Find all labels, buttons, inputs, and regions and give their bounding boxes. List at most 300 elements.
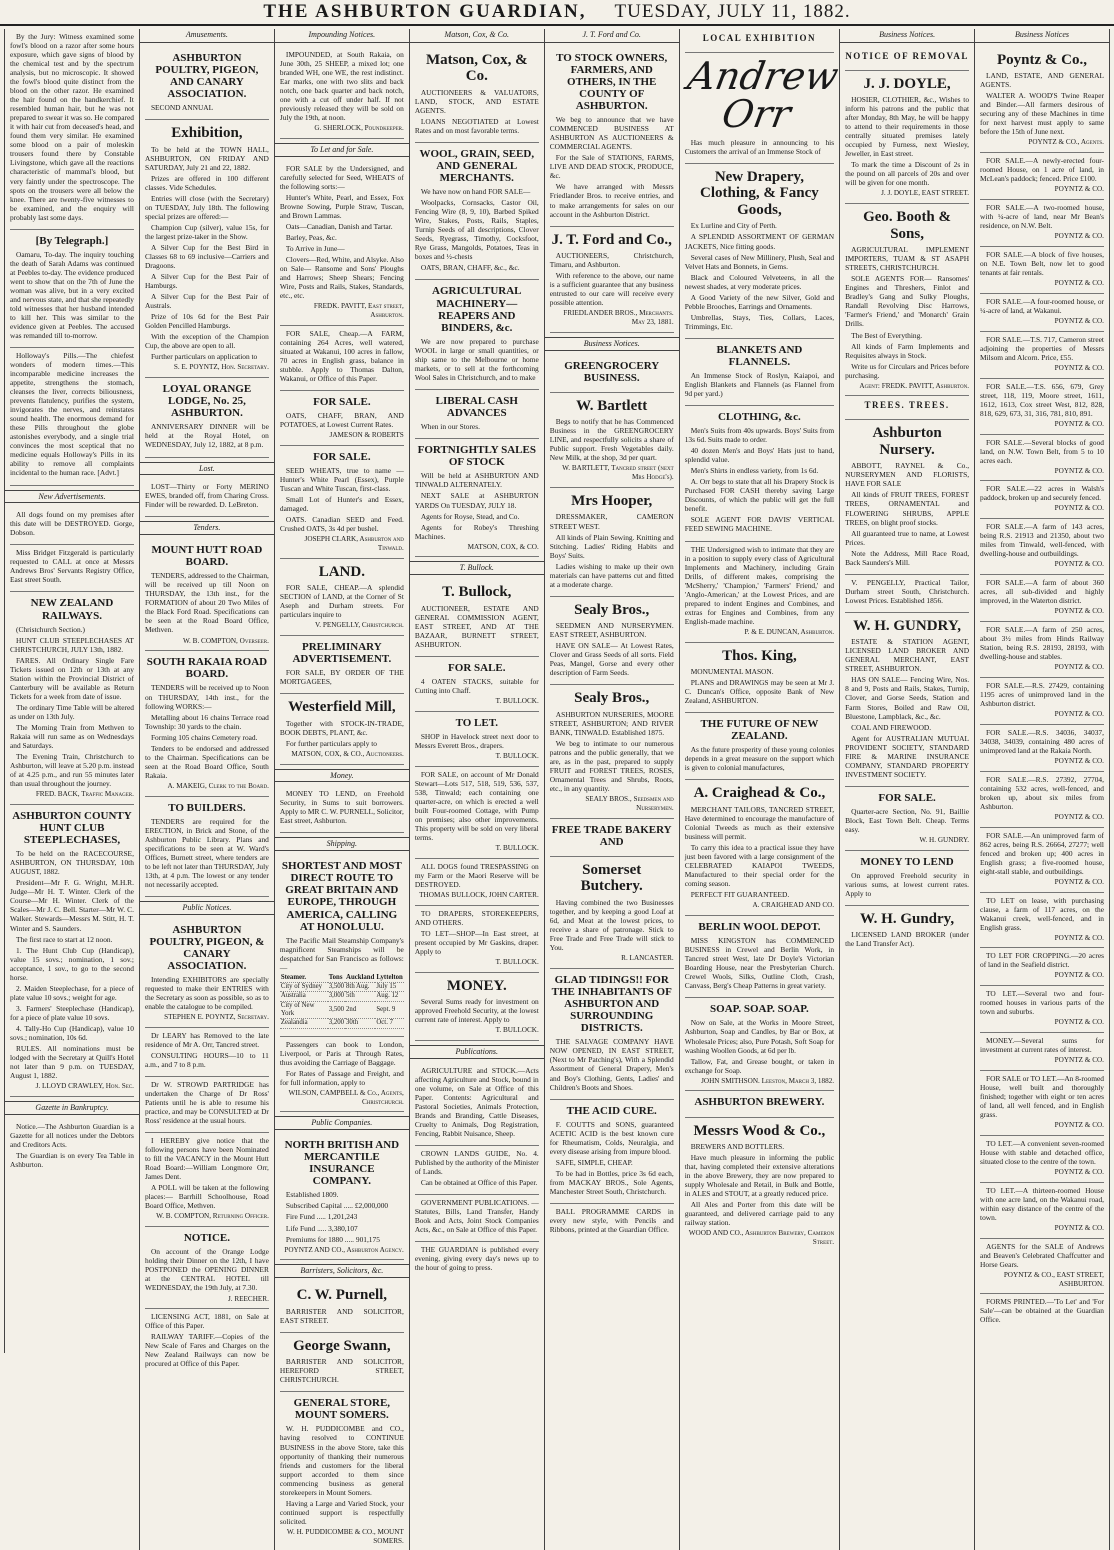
ad-title: GENERAL STORE, MOUNT SOMERS. xyxy=(293,1397,391,1422)
sailing-cell: Lyttelton xyxy=(376,973,403,981)
ad-paragraph: Agents for Robey's Threshing Machines. xyxy=(414,522,539,541)
ad-title: LAND. xyxy=(318,563,365,580)
ad-paragraph: LOST—Thirty or Forty MERINO EWES, branded off, from Charing Cross. Finder will be rewarded. D. LeBreton. xyxy=(144,482,269,510)
ad-title: FORTNIGHTLY SALES OF STOCK xyxy=(417,444,536,469)
advertisement xyxy=(415,712,539,767)
ad-body xyxy=(980,775,1104,811)
ad-body xyxy=(415,422,539,431)
ad-body xyxy=(980,1242,1104,1269)
advertisement xyxy=(550,857,674,969)
ad-paragraph: All kinds of Plain Sewing. Knitting and Stitching. Ladies' Riding Habits and Boys' Suits. xyxy=(549,532,674,560)
column-heading: J. T. Ford and Co. xyxy=(545,29,679,43)
advertisement xyxy=(280,1282,404,1333)
advertisement xyxy=(145,479,269,517)
ad-signoff: FREDK. PAVITT, East street, Ashburton. xyxy=(313,301,404,319)
ad-body xyxy=(845,871,969,898)
ad-paragraph: Further particulars on application to xyxy=(150,352,258,362)
ad-title: THE ACID CURE. xyxy=(566,1104,657,1117)
ad-body xyxy=(415,1198,539,1234)
issue-date: TUESDAY, JULY 11, 1882. xyxy=(614,1,851,22)
ad-body xyxy=(550,1120,674,1196)
sailing-table xyxy=(280,974,404,1029)
advertisement xyxy=(980,519,1104,575)
ad-paragraph: FOR SALE.—A farm of 250 acres, about 3½ miles from Hinds Railway Station, being R.S. 28193, 28193, with dwelling-house and stables. xyxy=(980,625,1104,662)
section-heading: New Advertisements. xyxy=(5,490,139,504)
ad-paragraph: On account of the Orange Lodge holding their Dinner on the 12th, I have POSTPONED the OPENING DINNER at the CENTRAL HOTEL till WEDNESDAY, the 19th July, at 7.30. xyxy=(144,1247,269,1293)
ad-paragraph: Ex Lurline and City of Perth. xyxy=(690,221,777,231)
advertisement xyxy=(415,1242,539,1279)
ad-paragraph: For Rates of Passage and Freight, and for full information, apply to xyxy=(279,1068,404,1087)
advertisement xyxy=(685,916,834,998)
ad-paragraph: Intending EXHIBITORS are specially requested to make their ENTRIES with the Secretary as soon as possible, so as to enable the catalogue to be compiled. xyxy=(144,975,269,1012)
advertisement xyxy=(280,1134,404,1260)
advertisement xyxy=(550,227,674,333)
ad-title: NOTICE. xyxy=(183,1232,230,1245)
advertisement xyxy=(980,828,1104,893)
ad-paragraph: A POLL will be taken at the following places:— Barrhill Schoolhouse, Road Board Office, Methven. xyxy=(144,1183,269,1211)
advertisement xyxy=(980,1071,1104,1136)
ad-paragraph: FOR SALE.—An unimproved farm of 862 acres, being R.S. 26664, 27277; well fenced and broken up; 400 acres in English grass; a five-roomed house, eight-stall stable, and outbuildings. xyxy=(980,830,1104,876)
advertisement xyxy=(685,339,834,406)
ad-paragraph: CONSULTING HOURS—10 to 11 a.m., and 7 to 8 p.m. xyxy=(144,1051,269,1070)
ad-body xyxy=(280,1190,404,1243)
column-heading: Impounding Notices. xyxy=(275,29,409,43)
ad-paragraph: AGENTS for the SALE of Andrews and Beaven's Celebrated Chaffcutter and Horse Gears. xyxy=(980,1241,1104,1269)
section-heading: Public Notices. xyxy=(140,901,274,915)
ad-paragraph: TO LET.—A thirteen-roomed House with one acre land, on the Wakanui road, within easy distance of the centre of the town. xyxy=(980,1185,1104,1222)
advertisement xyxy=(10,348,134,485)
ad-paragraph: 40 dozen Men's and Boys' Hats just to hand, splendid value. xyxy=(684,446,835,465)
ad-signoff: W. B. COMPTON, Returning Officer. xyxy=(156,1212,269,1221)
ad-title: J. J. DOYLE, xyxy=(863,75,951,92)
newspaper-name: THE ASHBURTON GUARDIAN, xyxy=(263,1,587,22)
ad-paragraph: Life Fund ..... 3,380,107 xyxy=(285,1223,358,1233)
advertisement xyxy=(550,47,674,227)
ad-title: SOAP. SOAP. SOAP. xyxy=(710,1003,809,1016)
ad-title: Exhibition, xyxy=(171,125,243,142)
section-heading: Money. xyxy=(275,769,409,783)
ad-title: W. H. GUNDRY, xyxy=(853,617,962,634)
ad-paragraph: FOR SALE, on account of Mr Donald Stewart—Lots 517, 518, 519, 536, 537, 538, Tinwald; each containing one quarter-acre, on which is erected a well built Four-roomed Cottage, with Pump on premises; also other improvements. This property will be sold on very liberal terms. xyxy=(414,769,539,842)
ad-signoff: POYNTZ & CO. xyxy=(1054,316,1104,325)
ad-paragraph: OATS, BRAN, CHAFF, &c., &c. xyxy=(420,263,520,273)
advertisement xyxy=(415,47,539,143)
advertisement xyxy=(980,1136,1104,1183)
ad-body xyxy=(845,461,969,566)
sailing-row xyxy=(280,974,404,983)
ad-signoff: S. E. POYNTZ, Hon. Secretary. xyxy=(173,363,269,372)
advertisement xyxy=(280,446,404,559)
column-heading: Amusements. xyxy=(140,29,274,43)
ad-paragraph: DRESSMAKER, CAMERON STREET WEST. xyxy=(549,512,674,531)
ad-paragraph: 3. Farmers' Steeplechase (Handicap), for a piece of plate value 10 sovs. xyxy=(10,1003,134,1022)
ad-paragraph: By the Jury: Witness examined some fowl's blood on a razor after some hours exposure, which gave signs of blood by the chemical test and by the spectrum analysis, but no microscopic. It showed the fowl's blood quite distinct from the blood on the other razor. He examined the hair found on the handkerchief. It resembled human hair, but he was not prepared to swear it was so. He compared it with hair cut from deceased's head, and found them very similar. He examined some blood on a pair of moleskin trousers found there by Constable Livingstone, which gave all the reactions characteristic of mammal's blood, but very faintly under the spectroscope. The spots on the trousers were all below the knee. There are twenty-five witnesses to be examined, and the enquiry will probably last some days. xyxy=(10,32,134,222)
ad-body xyxy=(145,571,269,634)
ad-signoff: FRIEDLANDER BROS., Merchants. May 23, 1881. xyxy=(563,309,674,327)
ad-paragraph: W. H. PUDDICOMBE and CO., having resolved to CONTINUE BUSINESS in the above Store, take this opportunity of thanking their numerous friends and customers for the liberal support accorded to them since commencing business as general storekeepers in Mount Somers. xyxy=(279,1424,404,1497)
ad-paragraph: OATS, CHAFF, BRAN, AND POTATOES, at Lowest Current Rates. xyxy=(279,410,404,429)
ad-body xyxy=(145,975,269,1011)
ad-signoff: POYNTZ & CO. xyxy=(1054,756,1104,765)
ad-body xyxy=(145,683,269,779)
section-heading: Shipping. xyxy=(275,837,409,851)
advertisement xyxy=(980,47,1104,154)
ad-body xyxy=(980,625,1104,661)
sailing-row xyxy=(280,992,404,1001)
ad-signoff: W. H. PUDDICOMBE & CO., MOUNT SOMERS. xyxy=(286,1527,404,1545)
sailing-cell: 3,500 xyxy=(328,1001,345,1019)
ad-paragraph: Metalling about 16 chains Terrace road Township: 30 yards to the chain. xyxy=(144,712,269,731)
ad-title: LOCAL EXHIBITION xyxy=(702,33,817,43)
ad-paragraph: Clovers—Red, White, and Alsyke. Also on Sale— Ransome and Sons' Ploughs and Harrows; Sheep Shears; Fencing Wire, Posts and Rails, Stakes, Standards, etc., etc. xyxy=(279,254,404,300)
ad-body xyxy=(980,1139,1104,1166)
ad-paragraph: The Evening Train, Christchurch to Ashburton, will leave at 5.20 p.m. instead of at 4.25 p.m., and run 55 minutes later than usual throughout the journey. xyxy=(10,752,134,789)
advertisement xyxy=(10,1119,134,1176)
ad-paragraph: A Silver Cup for the Best Bird in Classes 68 to 69 inclusive—Carriers and Dragoons. xyxy=(144,242,269,271)
ad-signoff: G. SHERLOCK, Poundkeeper. xyxy=(314,124,404,132)
ad-body xyxy=(10,1122,134,1169)
ad-signoff: R. LANCASTER. xyxy=(621,954,674,963)
ad-body xyxy=(685,1018,834,1074)
ad-signoff: POYNTZ & CO. xyxy=(1054,279,1104,288)
ad-paragraph: BREWERS AND BOTTLERS. xyxy=(690,1142,785,1152)
ad-paragraph: AGRICULTURAL IMPLEMENT IMPORTERS, TUAM & ST ASAPH STREETS, CHRISTCHURCH. xyxy=(845,245,970,273)
ad-body xyxy=(980,438,1104,465)
advertisement xyxy=(415,390,539,439)
ad-paragraph: AUCTIONEER, ESTATE AND GENERAL COMMISSION AGENT, EAST STREET, AND AT THE BAZAAR, BURNETT STREET, ASHBURTON. xyxy=(414,603,539,649)
advertisement xyxy=(980,1033,1104,1071)
ad-signoff: SEALY BROS., Seedsmen and Nurserymen. xyxy=(585,795,674,812)
ad-body xyxy=(145,1312,269,1368)
advertisement xyxy=(415,657,539,712)
ad-body xyxy=(980,1074,1104,1119)
advertisement xyxy=(415,1063,539,1146)
ad-paragraph: FOR SALE, CHEAP.—A splendid SECTION of LAND, at the Corner of St Aseph and Durham streets. For particulars inquire to xyxy=(279,583,404,620)
column-1 xyxy=(5,29,140,1550)
ad-body xyxy=(685,221,834,330)
ad-title: Westerfield Mill, xyxy=(288,699,396,716)
ad-body xyxy=(550,251,674,307)
ad-paragraph: FORMS PRINTED.—'To Let' and 'For Sale'—can be obtained at the Guardian Office. xyxy=(980,1297,1104,1325)
ad-paragraph: SEED WHEATS, true to name — Hunter's White Pearl (Essex), Purple Tuscan and White Tuscan, first-class. xyxy=(279,465,404,493)
ad-signoff: POYNTZ & CO., Agents. xyxy=(1028,138,1104,147)
advertisement xyxy=(10,507,134,545)
ad-paragraph: ASHBURTON NURSERIES, MOORE STREET, ASHBURTON; AND RIVER BANK, TINWALD. Established 1875. xyxy=(549,709,674,737)
ad-body xyxy=(415,1245,539,1272)
column-4 xyxy=(410,29,545,1550)
advertisement xyxy=(980,153,1104,200)
ad-signoff: POYNTZ & CO. xyxy=(1054,419,1104,428)
ad-paragraph: FARES. All Ordinary Single Fare Tickets issued on 12th or 13th at any Station within the Provincial District of Canterbury will be available as Return Tickets for a week from date of issue. xyxy=(10,655,134,701)
ad-paragraph: We are now prepared to purchase WOOL in large or small quantities, or ship same to the Melbourne or home markets, or to sell at the forthcoming Wool Sales in Christchurch, and to make xyxy=(414,336,539,382)
ad-signoff: MATSON, COX, & CO., Auctioneers. xyxy=(291,749,404,758)
ad-paragraph: MONEY.—Several sums for investment at current rates of interest. xyxy=(980,1036,1104,1055)
advertisement xyxy=(685,780,834,916)
advertisement xyxy=(550,393,674,488)
column-2 xyxy=(140,29,275,1550)
ad-paragraph: President—Mr F. G. Wright, M.H.R. Judge—Mr H. T. Winter. Clerk of the Course—Mr H. Winter. Clerk of the Scales—Mr J. C. Bell. Starter—Mr W. C. Walker. Stewards—Messrs M. Stitt, H. T. Winter and S. Saunders. xyxy=(10,878,134,933)
advertisement xyxy=(980,948,1104,986)
ad-body xyxy=(415,471,539,540)
ad-body xyxy=(685,936,834,990)
ad-body xyxy=(280,789,404,825)
ad-paragraph: Subscribed Capital ..... £2,000,000 xyxy=(285,1201,389,1211)
ad-signoff: POYNTZ & CO. xyxy=(1054,1018,1104,1027)
ad-paragraph: Can be obtained at Office of this Paper. xyxy=(420,1178,538,1187)
advertisement xyxy=(685,406,834,541)
ad-title: George Swann, xyxy=(293,1337,391,1354)
ad-paragraph: HAVE ON SALE— At Lowest Rates, Clover and Grass Seeds of all sorts. Field Peas, Mangel, Gorse and every other description of Farm Seeds. xyxy=(549,641,674,678)
ad-paragraph: PERFECT FIT GUARANTEED. xyxy=(690,890,790,900)
ad-body xyxy=(980,951,1104,969)
ad-paragraph: Forming 105 chains Cemetery road. xyxy=(150,732,258,742)
advertisement xyxy=(10,230,134,348)
ad-paragraph: A. Orr begs to state that all his Drapery Stock is Purchased FOR CASH thereby saving Large Discounts, of which the public will get the full benefit. xyxy=(684,477,835,514)
ad-paragraph: The ordinary Time Table will be altered as under on 13th July. xyxy=(10,702,134,721)
ad-paragraph: ALL DOGS found TRESPASSING on my Farm or the Maori Reserve will be DESTROYED. xyxy=(414,861,539,889)
advertisement xyxy=(845,613,969,787)
ad-signoff: P. & E. DUNCAN, Ashburton. xyxy=(744,627,835,636)
ad-paragraph: BARRISTER AND SOLICITOR, HEREFORD STREET, CHRISTCHURCH. xyxy=(279,1357,404,1385)
ad-paragraph: SOLE AGENT FOR DAVIS' VERTICAL FEED SEWING MACHINE. xyxy=(684,515,835,534)
ad-title: TREES. TREES. xyxy=(864,400,950,411)
ad-paragraph: I HEREBY give notice that the following persons have been Nominated to fill the VACANCY in the Mount Hutt Road Board:—William Longmore Orr, James Dent. xyxy=(144,1136,269,1182)
ad-paragraph: MONEY TO LEND, on Freehold Security, in Sums to suit borrowers. Apply to MR C. W. PURNELL, Solicitor, East street, Ashburton. xyxy=(279,789,404,826)
ad-body xyxy=(280,936,404,972)
advertisement xyxy=(280,855,404,1036)
ad-body xyxy=(280,583,404,619)
ad-paragraph: Has much pleasure in announcing to his Customers the arrival of an Immense Stock of xyxy=(684,137,835,156)
ad-title: Ashburton Nursery. xyxy=(872,425,942,458)
ad-title: ASHBURTON POULTRY, PIGEON, AND CANARY ASSOCIATION. xyxy=(155,51,259,101)
ad-body xyxy=(145,817,269,889)
ad-signoff: T. BULLOCK. xyxy=(495,751,539,760)
ad-paragraph: Dr W. STROWD PARTRIDGE has undertaken the Charge of Dr Ross' Patients until he is able to resume his practice, and may be CONSULTED at Dr Ross' residence at the usual hours. xyxy=(144,1080,269,1126)
ad-paragraph: HAS ON SALE— Fencing Wire, Nos. 8 and 9, Posts and Rails, Stakes, Turnip, Clover, and Gorse Seeds, Station and Farm Stores, Boiled and Raw Oil, Bluestone, Lampblack, &c., &c. xyxy=(845,675,970,721)
ad-body xyxy=(280,164,404,300)
ad-title: FOR SALE. xyxy=(313,395,371,408)
ad-paragraph: Oamaru, To-day. The inquiry touching the death of Sarah Adams was continued at Peebles to-day. The evidence produced went to show that on the 7th of June the woman was alive, but in a very excited and nervous state, and that she repeatedly told witnesses that her husband intended to kill her. This was similar to the evidence given at Peebles. The accused was remanded till to-morrow. xyxy=(10,249,134,341)
ad-signoff: POYNTZ & CO. xyxy=(1054,607,1104,616)
advertisement xyxy=(980,1294,1104,1331)
advertisement xyxy=(980,893,1104,949)
sailing-cell: Steamer. xyxy=(280,974,328,983)
sailing-cell: Auckland xyxy=(346,973,375,981)
ad-body xyxy=(415,187,539,272)
ad-paragraph: The Best of Everything. xyxy=(851,330,923,340)
ad-title: ASHBURTON BREWERY. xyxy=(694,1096,825,1109)
ad-signoff: T. BULLOCK. xyxy=(495,696,539,705)
ad-paragraph: TO LET FOR CROPPING.—20 acres of land in the Seafield district. xyxy=(980,951,1104,970)
ad-paragraph: SECOND ANNUAL xyxy=(150,103,214,113)
ad-title: [By Telegraph.] xyxy=(35,234,109,247)
ad-paragraph: Notice.—The Ashburton Guardian is a Gazette for all notices under the Debtors and Creditors Acts. xyxy=(10,1121,134,1149)
ad-body xyxy=(280,668,404,686)
advertisement xyxy=(145,919,269,1028)
ad-signoff: POYNTZ & CO. xyxy=(1054,363,1104,372)
ad-title: LIBERAL CASH ADVANCES xyxy=(435,395,518,420)
sailing-cell: City of Sydney xyxy=(280,983,328,992)
advertisement xyxy=(980,332,1104,379)
advertisement xyxy=(845,420,969,574)
ad-paragraph: Now on Sale, at the Works in Moore Street, Ashburton, Soap and Candles, by Bar or Box, at Wholesale Prices; also, Pure Potash, Soft Soap for washing Woollen Goods, at 6d per lb. xyxy=(684,1018,835,1055)
section-heading: Tenders. xyxy=(140,521,274,535)
ad-signoff: FRED. BACK, Traffic Manager. xyxy=(35,790,134,799)
ad-signoff: J. REECHER. xyxy=(227,1294,269,1303)
advertisement xyxy=(685,643,834,714)
ad-body xyxy=(980,1186,1104,1222)
ad-paragraph: FOR SALE.—A two-roomed house, with ¼-acre of land, near Mr Bean's residence, on N.W. Belt. xyxy=(980,203,1104,231)
ad-body xyxy=(280,411,404,429)
ad-paragraph: MONUMENTAL MASON. xyxy=(690,667,774,677)
ad-body xyxy=(145,482,269,509)
advertisement xyxy=(980,481,1104,519)
ad-signoff: W. H. GUNDRY. xyxy=(919,835,970,844)
ad-body xyxy=(280,1040,404,1087)
ad-paragraph: FOR SALE, BY ORDER OF THE MORTGAGEES, xyxy=(279,668,404,687)
ad-signoff: POYNTZ & CO., EAST STREET, ASHBURTON. xyxy=(1003,1270,1104,1288)
ad-paragraph: We beg to intimate to our numerous patrons and the public generally, that we are, as in the past, prepared to supply FRUIT and FOREST TREES, ROSES, Ornamental Trees and Shrubs, Roots, etc., in any quantity. xyxy=(549,739,674,794)
ad-paragraph: An Immense Stock of Roslyn, Kaiapoi, and English Blankets and Flannels (as Flannel from 9d per yard.) xyxy=(684,370,835,399)
ad-signoff: J. LLOYD CRAWLEY, Hon. Sec. xyxy=(35,1082,134,1090)
advertisement xyxy=(550,969,674,1100)
ad-title: LOYAL ORANGE LODGE, No. 25, ASHBURTON. xyxy=(162,383,252,420)
ad-paragraph: Premiums for 1880 ..... 901,175 xyxy=(285,1234,380,1244)
sailing-cell: 3,200 xyxy=(328,1019,345,1027)
advertisement xyxy=(550,488,674,597)
sailing-cell: Tons xyxy=(328,974,345,983)
advertisement xyxy=(550,819,674,857)
ad-signoff: V. PENGELLY, Christchurch. xyxy=(315,621,404,630)
section-heading: Publications. xyxy=(410,1045,544,1059)
ad-body xyxy=(845,807,969,834)
advertisement xyxy=(10,29,134,230)
ad-paragraph: THE Undersigned wish to intimate that they are in a position to supply every class of Agricultural Implements and Machinery, including Grain Drills, of different makes, comprising the 'McSherry,' 'Champion,' 'Farmers' Friend,' and 'Anglo-American,' at the Lowest Prices, and are prepared to indent Engines and Combines, and extras for Engines and Combines, from any English-made machine. xyxy=(684,544,835,626)
ad-paragraph: THE SALVAGE COMPANY HAVE NOW OPENED, IN EAST STREET, (Next to Mr Patching's), With a Splendid Assortment of General Drapery, Men's and Boy's Clothing, Gents, Ladies' and Children's Boots and Shoes. xyxy=(549,1037,674,1092)
ad-body xyxy=(845,245,969,379)
advertisement xyxy=(980,1239,1104,1295)
sailing-cell: July 15 xyxy=(375,983,403,992)
section-heading: Barristers, Solicitors, &c. xyxy=(275,1264,409,1278)
advertisement xyxy=(980,772,1104,828)
ad-paragraph: Established 1809. xyxy=(285,1190,339,1200)
ad-paragraph: TENDERS will be received up to Noon on THURSDAY, 14th inst., for the following WORKS:— xyxy=(144,683,269,711)
ad-body xyxy=(145,103,269,112)
ad-body xyxy=(845,637,969,778)
ad-body xyxy=(10,510,134,537)
ad-signoff: POYNTZ & CO. xyxy=(1054,1121,1104,1130)
sailing-cell: Sept. 9 xyxy=(375,1001,403,1019)
advertisement xyxy=(145,1133,269,1227)
ad-title: W. H. Gundry, xyxy=(860,910,955,927)
advertisement xyxy=(145,47,269,120)
ad-paragraph: AUCTIONEERS, Christchurch, Timaru, and Ashburton. xyxy=(549,251,674,270)
ad-paragraph: 2. Maiden Steeplechase, for a piece of plate value 10 sovs.; weight for age. xyxy=(10,983,134,1002)
ad-body xyxy=(415,604,539,649)
ad-title: PRELIMINARY ADVERTISEMENT. xyxy=(292,640,392,666)
ad-body xyxy=(280,329,404,383)
ad-paragraph: MISS KINGSTON has COMMENCED BUSINESS in Crewel and Berlin Work, in Tancred street West, late Dr Doyle's Victorian Boarding House, near the Presbyterian Church. Crewel Wools, Silks, Outline Cloth, Crash, Canvass, Berg's Cheap Patterns in great variety. xyxy=(684,936,835,991)
ad-paragraph: To Arrive in June— xyxy=(285,243,345,253)
ad-paragraph: 4 OATEN STACKS, suitable for Cutting into Chaff. xyxy=(414,676,539,695)
ad-paragraph: FOR SALE.—Several blocks of good land, on N.W. Town Belt, from 5 to 10 acres each. xyxy=(980,437,1104,465)
ad-paragraph: With reference to the above, our name is a sufficient guarantee that any business entrusted to our care will receive every possible attention. xyxy=(549,271,674,308)
ad-signoff: J. J. DOYLE, EAST STREET. xyxy=(881,189,970,198)
ad-paragraph: OATS. Canadian SEED and Feed. Crushed OATS, 3s 4d per bushel. xyxy=(279,514,404,533)
advertisement xyxy=(415,1146,539,1195)
ad-signoff: POYNTZ & CO. xyxy=(1054,971,1104,980)
advertisement xyxy=(685,713,834,780)
ad-paragraph: FOR SALE.—A newly-erected four-roomed House, on 1 acre of land, in McLean's paddock; fenced. Price £100. xyxy=(980,156,1104,184)
advertisement xyxy=(685,164,834,339)
ad-title: BLANKETS AND FLANNELS. xyxy=(716,343,803,368)
ad-body xyxy=(415,862,539,889)
section-heading: Lost. xyxy=(140,462,274,476)
ad-paragraph: The Guardian is on every Tea Table in Ashburton. xyxy=(10,1150,134,1169)
advertisement xyxy=(415,906,539,973)
ad-title: FOR SALE. xyxy=(313,450,371,463)
ad-paragraph: Prizes are offered in 100 different classes. Vide Schedules. xyxy=(144,173,269,192)
ad-signoff: JOSEPH CLARK, Ashburton and Tinwald. xyxy=(304,534,404,552)
advertisement xyxy=(10,592,134,805)
ad-signoff: W. B. COMPTON, Overseer. xyxy=(182,636,269,645)
ad-body xyxy=(980,1036,1104,1054)
ad-paragraph: Several Sums ready for investment on approved Freehold Security, at the lowest current rate of interest. Apply to xyxy=(414,997,539,1025)
sailing-row xyxy=(280,1001,404,1019)
masthead xyxy=(0,0,1114,26)
ad-title: J. T. Ford and Co., xyxy=(551,231,672,248)
ad-signoff: POYNTZ & CO. xyxy=(1054,466,1104,475)
advertisement xyxy=(145,651,269,796)
ad-body xyxy=(980,484,1104,502)
ad-paragraph: Have much pleasure in informing the public that, having completed their extensive alterations in the above Brewery, they are now prepared to supply Wholesale and Retail, in Bulk and Bottle, in ALES and STOUT, at a greatly reduced price. xyxy=(684,1153,835,1199)
ad-signoff: POYNTZ & CO. xyxy=(1054,1223,1104,1232)
ad-paragraph: Several cases of New Millinery, Plush, Seal and Velvet Hats and Bonnets, in Gems. xyxy=(684,252,835,271)
advertisement xyxy=(685,542,834,643)
ad-body xyxy=(685,667,834,705)
advertisement xyxy=(845,47,969,71)
ad-paragraph: LOANS NEGOTIATED at Lowest Rates and on most favorable terms. xyxy=(414,116,539,135)
sailing-cell: Zealandia xyxy=(280,1019,328,1028)
ad-body xyxy=(415,997,539,1024)
ad-body xyxy=(280,719,404,748)
ad-paragraph: LAND, ESTATE, AND GENERAL AGENTS. xyxy=(980,71,1104,90)
ad-paragraph: ABBOTT, RAYNEL & Co., NURSERYMEN AND FLORISTS, HAVE FOR SALE xyxy=(845,461,970,489)
ad-body xyxy=(145,1031,269,1069)
ad-title: TO LET. xyxy=(455,716,498,729)
ad-title: T. Bullock, xyxy=(442,584,512,601)
ad-body xyxy=(980,71,1104,136)
ad-title: C. W. Purnell, xyxy=(296,1287,388,1304)
merchant-signature: Andrew Orr xyxy=(684,53,842,136)
ad-title: NOTICE OF REMOVAL xyxy=(845,50,969,61)
ad-paragraph: F. COUTTS and SONS, guaranteed ACETIC ACID is the best known cure for Rheumatism, Colds, Neuralgia, and every disease arising from impure blood. xyxy=(549,1119,674,1156)
ad-title: ASHBURTON COUNTY HUNT CLUB STEEPLECHASES, xyxy=(12,809,132,847)
ad-body xyxy=(980,896,1104,932)
ad-signoff: POYNTZ & CO. xyxy=(1054,933,1104,942)
ad-paragraph: NEXT SALE at ASHBURTON YARDS On TUESDAY, JULY 18. xyxy=(414,491,539,510)
column-heading: Business Notices xyxy=(975,29,1109,43)
ad-body xyxy=(550,512,674,588)
advertisement xyxy=(685,29,834,53)
ad-paragraph: ESTATE & STATION AGENT, LICENSED LAND BROKER AND GENERAL MERCHANT, EAST STREET, ASHBURTON. xyxy=(845,637,970,674)
ad-paragraph: LICENSED LAND BROKER (under the Land Transfer Act). xyxy=(845,930,970,949)
ad-paragraph: All kinds of FRUIT TREES, FOREST TREES, ORNAMENTAL and FLOWERING SHRUBS, APPLE TREES, on blight proof stocks. xyxy=(845,490,970,527)
ad-signoff: T. BULLOCK. xyxy=(495,957,539,966)
ad-paragraph: Agent for AUSTRALIAN MUTUAL PROVIDENT SOCIETY, STANDARD FIRE & MARINE INSURANCE COMPANY, STANDARD PROPERTY INVESTMENT SOCIETY. xyxy=(845,733,970,779)
ad-signoff: POYNTZ & CO. xyxy=(1054,1168,1104,1176)
ad-signoff: THOMAS BULLOCK, JOHN CARTER. xyxy=(419,890,539,899)
